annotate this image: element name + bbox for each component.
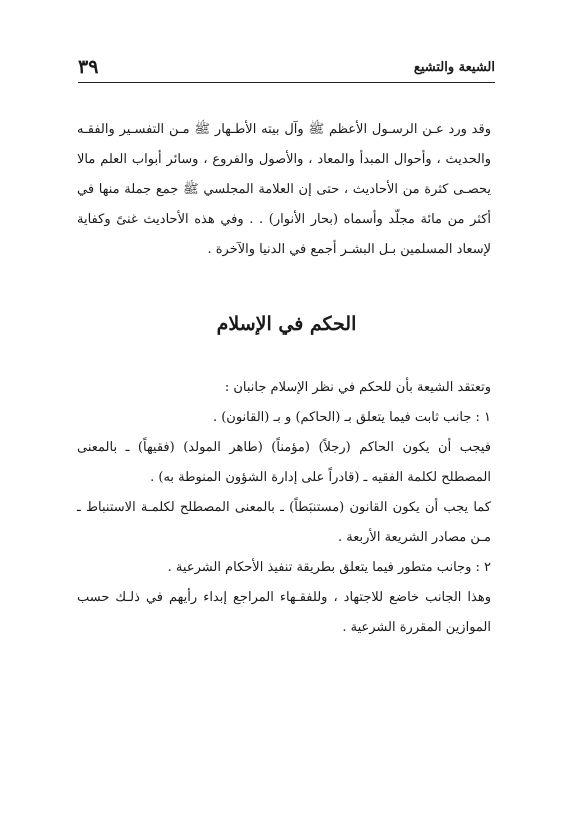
paragraph-evolving-aspect: ٢ : وجانب متطور فيما يتعلق بطريقة تنفيذ الأحكام الشرعية . [167, 560, 491, 575]
running-header [78, 56, 495, 83]
page-number: ٣٩ [78, 56, 99, 78]
running-title: الشيعة والتشيع [413, 60, 495, 75]
section-title: الحكم في الإسلام [216, 313, 357, 335]
intro-paragraph: وقد ورد عـن الرسـول الأعظم ﷺ وآل بيته الأطـهار ﷺ مـن التفسـير والفقـه والحديث ، وأحوال المبدأ والمعاد ، والأصول والفروع ، وسائر أبواب العلم مالا يحصـى كثرة من الأحاديث ، حتى إن العلامة المجلسي ﷺ جمع جملة منها في أكثر من مائة مجلّد وأسماه (بحار الأنوار) . . وفي هذه الأحاديث غنىً وكفاية لإسعاد المسلمين بـل البشـر أجمع في الدنيا والآخرة . [77, 122, 491, 257]
paragraph-ijtihad: وهذا الجانب خاضع للاجتهاد ، وللفقـهاء المراجع إبداء رأيهم في ذلـك حسب الموازين المقررة الشرعية . [77, 590, 491, 635]
paragraph-ruler-conditions: فيجب أن يكون الحاكم (رجلاً) (مؤمناً) (طاهر المولد) (فقيهاً) ـ بالمعنى المصطلح لكلمة الفقيه ـ (قادراً على إدارة الشؤون المنوطة به) . [77, 440, 491, 485]
paragraph-aspects-intro: وتعتقد الشيعة بأن للحكم في نظر الإسلام جانبان : [224, 380, 491, 395]
paragraph-fixed-aspect: ١ : جانب ثابت فيما يتعلق بـ (الحاكم) و بـ (القانون) . [212, 410, 491, 425]
paragraph-law-conditions: كما يجب أن يكون القانون (مستنبَطاً) ـ بالمعنى المصطلح لكلمـة الاستنباط ـ مـن مصادر الشريعة الأربعة . [77, 500, 491, 545]
